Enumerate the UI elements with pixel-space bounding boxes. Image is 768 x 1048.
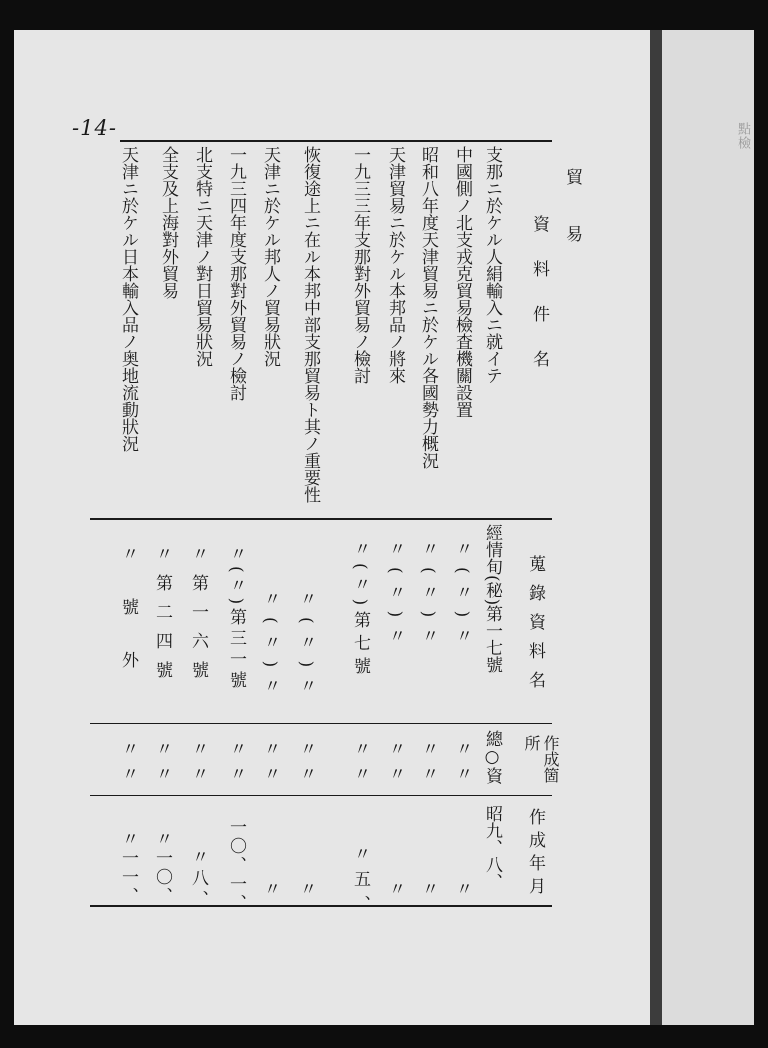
author-divider-rule xyxy=(90,795,552,796)
row-11-author: 〃〃 xyxy=(118,740,138,790)
row-5-title: 一九三三年支那對外貿易ノ檢討 xyxy=(350,146,370,384)
row-5-author: 〃〃 xyxy=(350,740,370,790)
row-10-title: 全支及上海對外貿易 xyxy=(158,146,178,299)
row-10-author: 〃〃 xyxy=(152,740,172,790)
row-10-collection: 〃第二四號 xyxy=(152,545,172,690)
header-divider-rule xyxy=(90,518,552,520)
row-1-date: 昭九、八、 xyxy=(482,805,502,890)
row-1-collection: 經情旬(秘)第一七號 xyxy=(482,524,502,674)
section-title: 貿易 xyxy=(562,168,582,282)
row-11-title: 天津ニ於ケル日本輸入品ノ奥地流動狀況 xyxy=(118,146,138,452)
row-6-collection: 〃(〃)〃 xyxy=(296,590,316,705)
row-1-title: 支那ニ於ケル人絹輸入ニ就イテ xyxy=(482,146,502,384)
row-5-collection: 〃(〃)第七號 xyxy=(350,540,370,681)
row-4-date: 〃 xyxy=(385,880,405,897)
row-5-date: 〃五、 xyxy=(350,845,370,920)
row-6-author: 〃〃 xyxy=(296,740,316,790)
row-4-author: 〃〃 xyxy=(385,740,405,790)
row-6-date: 〃 xyxy=(296,880,316,897)
row-8-date: 一〇、一、 xyxy=(226,818,246,913)
row-10-date: 〃一〇、 xyxy=(152,830,172,906)
row-3-collection: 〃(〃)〃 xyxy=(418,540,438,655)
row-1-author: 總○資 xyxy=(482,730,502,784)
adjacent-page-mark: 點檢 xyxy=(735,122,750,150)
row-11-collection: 〃號外 xyxy=(118,545,138,704)
row-9-date: 〃八、 xyxy=(188,848,208,911)
row-9-collection: 〃第一六號 xyxy=(188,545,208,690)
header-date: 作成年月 xyxy=(525,808,545,900)
collection-divider-rule xyxy=(90,723,552,724)
row-3-author: 〃〃 xyxy=(418,740,438,790)
row-7-collection: 〃(〃)〃 xyxy=(260,590,280,705)
row-8-title: 一九三四年度支那對外貿易ノ檢討 xyxy=(226,146,246,401)
row-4-title: 天津貿易ニ於ケル本邦品ノ將來 xyxy=(385,146,405,384)
page-number: -14- xyxy=(72,116,117,140)
book-spine xyxy=(650,30,662,1025)
row-8-author: 〃〃 xyxy=(226,740,246,790)
adjacent-page xyxy=(662,30,754,1025)
row-3-date: 〃 xyxy=(418,880,438,897)
header-item-name: 資料件名 xyxy=(529,215,549,395)
row-7-title: 天津ニ於ケル邦人ノ貿易狀況 xyxy=(260,146,280,367)
row-2-collection: 〃(〃)〃 xyxy=(452,540,472,655)
row-7-author: 〃〃 xyxy=(260,740,280,790)
row-8-collection: 〃(〃)第三一號 xyxy=(226,545,246,693)
row-7-date: 〃 xyxy=(260,880,280,897)
row-4-collection: 〃(〃)〃 xyxy=(385,540,405,655)
row-2-title: 中國側ノ北支戎克貿易檢査機關設置 xyxy=(452,146,472,418)
row-11-date: 〃一一、 xyxy=(118,830,138,906)
row-2-author: 〃〃 xyxy=(452,740,472,790)
header-collection-name: 蒐錄資料名 xyxy=(525,555,545,700)
row-6-title: 恢復途上ニ在ル本邦中部支那貿易ト其ノ重要性 xyxy=(300,146,320,503)
row-3-title: 昭和八年度天津貿易ニ於ケル各國勢力概況 xyxy=(418,146,438,469)
header-author: 作成箇所 xyxy=(522,735,560,783)
row-9-title: 北支特ニ天津ノ對日貿易狀況 xyxy=(192,146,212,367)
row-9-author: 〃〃 xyxy=(188,740,208,790)
row-2-date: 〃 xyxy=(452,880,472,897)
top-rule xyxy=(120,140,552,142)
